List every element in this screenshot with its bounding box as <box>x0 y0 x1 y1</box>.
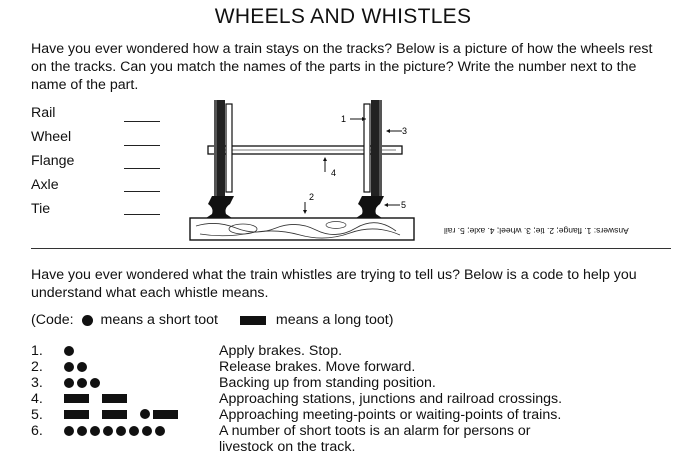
signal-meaning: Backing up from standing position. <box>219 375 436 391</box>
long-toot-dash-icon <box>64 410 89 419</box>
diagram-right-wheel <box>371 100 379 196</box>
signal-number: 3. <box>31 375 43 391</box>
page-title: WHEELS AND WHISTLES <box>214 5 472 28</box>
long-toot-dash-icon <box>102 410 127 419</box>
part-label-axle: Axle <box>31 177 59 193</box>
long-toot-dash-icon <box>240 316 266 325</box>
diagram-number-5: 5 <box>401 200 407 210</box>
answer-blank-wheel[interactable] <box>124 145 160 146</box>
short-toot-dot-icon <box>64 378 74 388</box>
diagram-number-2: 2 <box>309 192 315 202</box>
answer-blank-rail[interactable] <box>124 121 160 122</box>
section-divider <box>31 248 671 249</box>
diagram-number-1: 1 <box>341 114 347 124</box>
part-label-flange: Flange <box>31 153 75 169</box>
code-legend-long: means a long toot) <box>275 312 394 328</box>
short-toot-dot-icon <box>64 426 74 436</box>
signal-meaning: Release brakes. Move forward. <box>219 359 416 375</box>
signal-number: 2. <box>31 359 43 375</box>
short-toot-dot-icon <box>77 426 87 436</box>
long-toot-dash-icon <box>153 410 178 419</box>
signal-number: 1. <box>31 343 43 359</box>
diagram-right-rail <box>356 196 384 218</box>
code-legend <box>31 312 393 328</box>
diagram-tie <box>190 218 414 240</box>
signal-meaning: Apply brakes. Stop. <box>219 343 343 359</box>
signal-meaning: Approaching meeting-points or waiting-points of trains. <box>219 407 562 423</box>
short-toot-dot-icon <box>64 362 74 372</box>
diagram-left-wheel <box>217 100 225 196</box>
short-toot-dot-icon <box>140 409 150 419</box>
short-toot-dot-icon <box>142 426 152 436</box>
part-label-tie: Tie <box>31 201 51 217</box>
code-legend-short: means a short toot <box>100 312 219 328</box>
signal-meaning-continuation: livestock on the track. <box>219 439 356 455</box>
short-toot-dot-icon <box>116 426 126 436</box>
short-toot-dot-icon <box>64 346 74 356</box>
answer-blank-axle[interactable] <box>124 191 160 192</box>
short-toot-dot-icon <box>129 426 139 436</box>
signal-number: 4. <box>31 391 43 407</box>
diagram-number-4: 4 <box>331 168 337 178</box>
answers-upside-down: Answers: 1. flange; 2. tie; 3. wheel; 4. axle; 5. rail <box>444 226 629 236</box>
short-toot-dot-icon <box>90 426 100 436</box>
answer-blank-flange[interactable] <box>124 168 160 169</box>
signal-number: 5. <box>31 407 43 423</box>
long-toot-dash-icon <box>64 394 89 403</box>
signal-number: 6. <box>31 423 43 439</box>
diagram-left-rail <box>206 196 234 218</box>
short-toot-dot-icon <box>90 378 100 388</box>
short-toot-dot-icon <box>77 378 87 388</box>
diagram-number-3: 3 <box>402 126 408 136</box>
signal-meaning: A number of short toots is an alarm for persons or <box>219 423 531 439</box>
short-toot-dot-icon <box>155 426 165 436</box>
part-label-rail: Rail <box>31 105 56 121</box>
code-legend-prefix: (Code: <box>31 312 74 328</box>
short-toot-dot-icon <box>77 362 87 372</box>
short-toot-dot-icon <box>82 315 93 326</box>
answer-blank-tie[interactable] <box>124 214 160 215</box>
long-toot-dash-icon <box>102 394 127 403</box>
intro-paragraph-whistles: Have you ever wondered what the train whistles are trying to tell us? Below is a code to help you understand what each whistle means. <box>31 267 637 301</box>
part-label-wheel: Wheel <box>31 129 72 145</box>
wheel-track-diagram <box>186 94 420 244</box>
short-toot-dot-icon <box>103 426 113 436</box>
signal-meaning: Approaching stations, junctions and railroad crossings. <box>219 391 563 407</box>
intro-paragraph-trains: Have you ever wondered how a train stays on the tracks? Below is a picture of how the wheels rest on the tracks. Can you match the names of the parts in the picture? Write the number next to the name of the part. <box>31 41 653 93</box>
